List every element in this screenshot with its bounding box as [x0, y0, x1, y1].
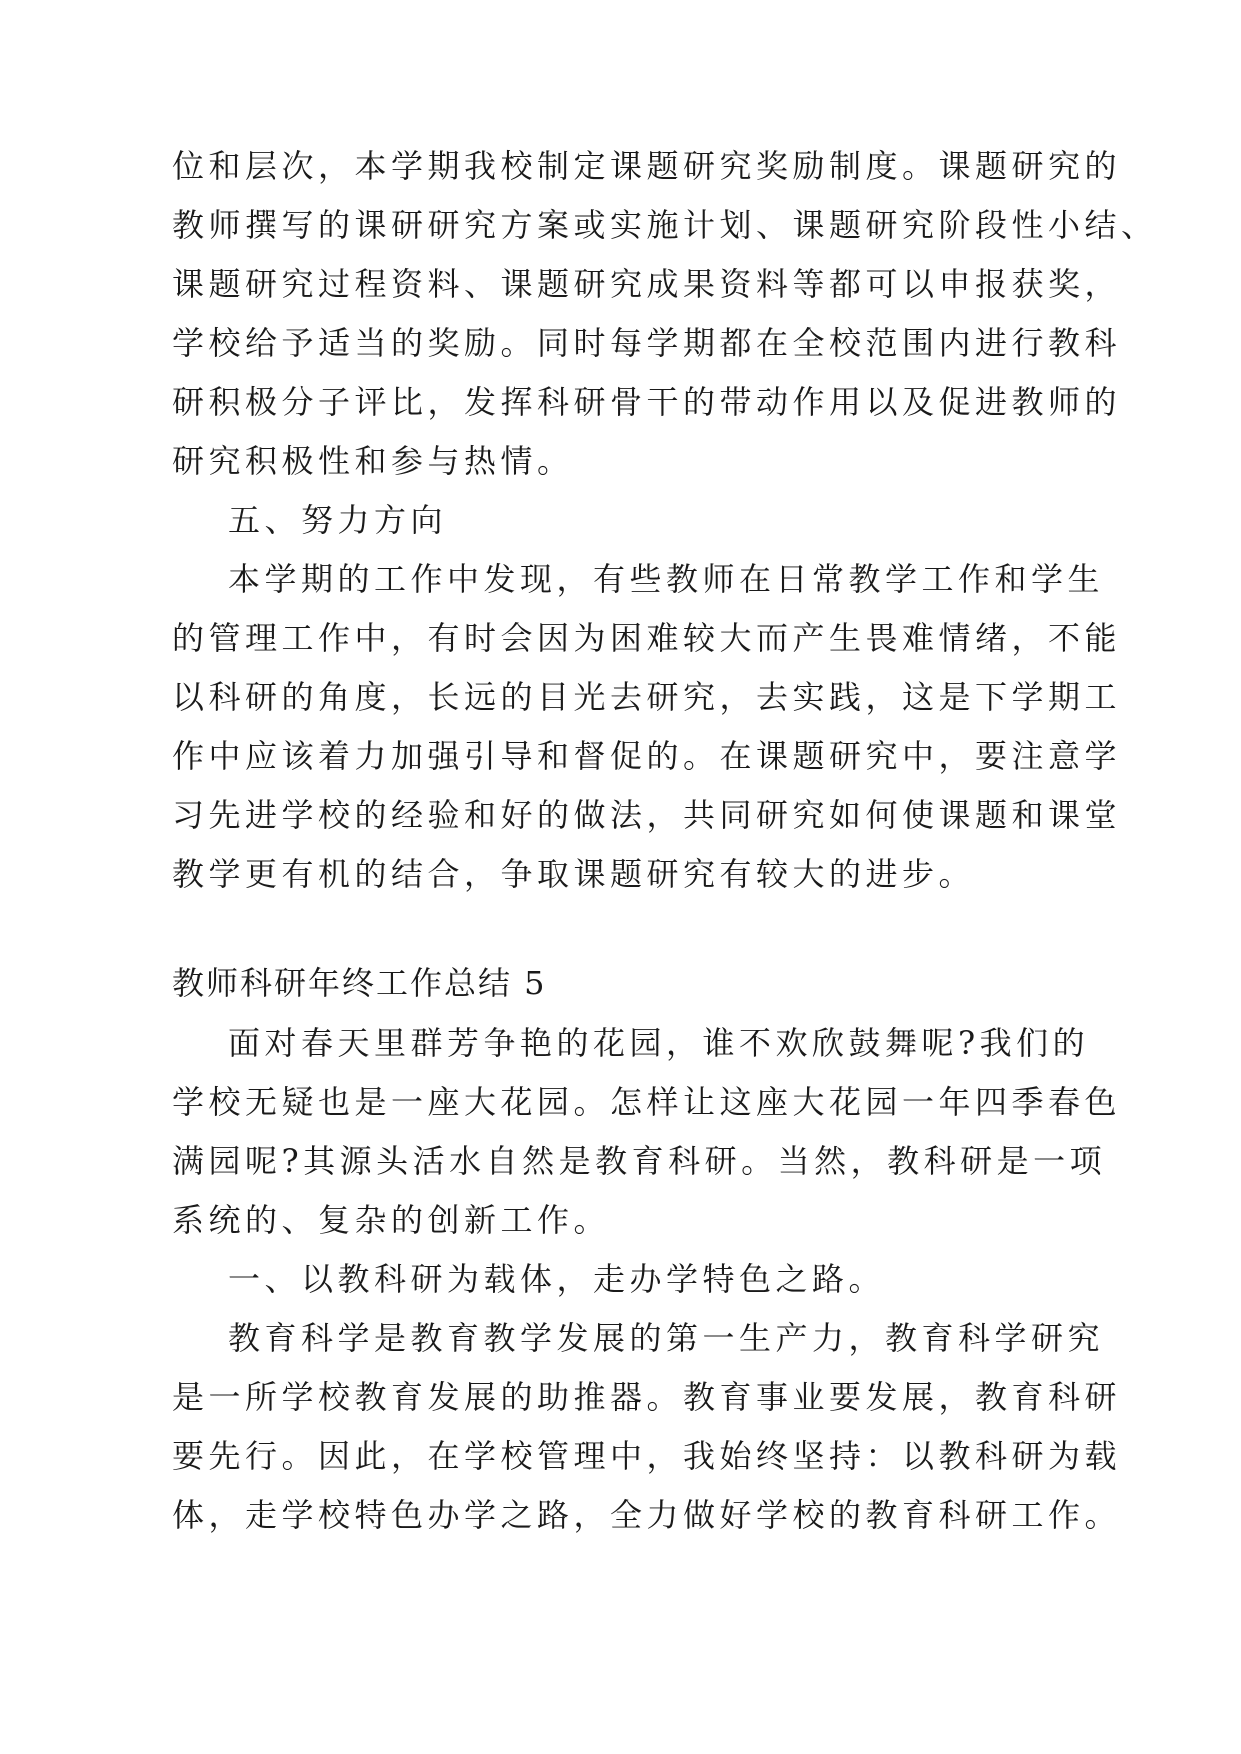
paragraph-line: 教师撰写的课研研究方案或实施计划、课题研究阶段性小结、 [172, 206, 1158, 244]
paragraph-line: 教育科学是教育教学发展的第一生产力，教育科学研究 [228, 1319, 1105, 1357]
paragraph-line: 以科研的角度，长远的目光去研究，去实践，这是下学期工 [172, 678, 1122, 716]
paragraph-line: 体，走学校特色办学之路，全力做好学校的教育科研工作。 [172, 1496, 1122, 1534]
paragraph-line: 的管理工作中，有时会因为困难较大而产生畏难情绪，不能 [172, 619, 1122, 657]
paragraph-line: 面对春天里群芳争艳的花园，谁不欢欣鼓舞呢?我们的 [228, 1024, 1090, 1062]
paragraph-line: 学校无疑也是一座大花园。怎样让这座大花园一年四季春色 [172, 1083, 1122, 1121]
section-subheading: 五、努力方向 [228, 501, 448, 539]
paragraph-line: 学校给予适当的奖励。同时每学期都在全校范围内进行教科 [172, 324, 1122, 362]
paragraph-line: 教学更有机的结合，争取课题研究有较大的进步。 [172, 855, 976, 893]
paragraph-line: 研究积极性和参与热情。 [172, 442, 574, 480]
paragraph-line: 习先进学校的经验和好的做法，共同研究如何使课题和课堂 [172, 796, 1122, 834]
paragraph-line: 系统的、复杂的创新工作。 [172, 1201, 611, 1239]
paragraph-line: 课题研究过程资料、课题研究成果资料等都可以申报获奖， [172, 265, 1122, 303]
section-title: 教师科研年终工作总结 5 [172, 964, 547, 1002]
paragraph-line: 位和层次，本学期我校制定课题研究奖励制度。课题研究的 [172, 147, 1122, 185]
paragraph-line: 研积极分子评比，发挥科研骨干的带动作用以及促进教师的 [172, 383, 1122, 421]
paragraph-line: 作中应该着力加强引导和督促的。在课题研究中，要注意学 [172, 737, 1122, 775]
paragraph-line: 满园呢?其源头活水自然是教育科研。当然，教科研是一项 [172, 1142, 1107, 1180]
paragraph-line: 是一所学校教育发展的助推器。教育事业要发展，教育科研 [172, 1378, 1122, 1416]
section-subheading: 一、以教科研为载体，走办学特色之路。 [228, 1260, 886, 1298]
paragraph-line: 要先行。因此，在学校管理中，我始终坚持：以教科研为载 [172, 1437, 1122, 1475]
paragraph-line: 本学期的工作中发现，有些教师在日常教学工作和学生 [228, 560, 1105, 598]
